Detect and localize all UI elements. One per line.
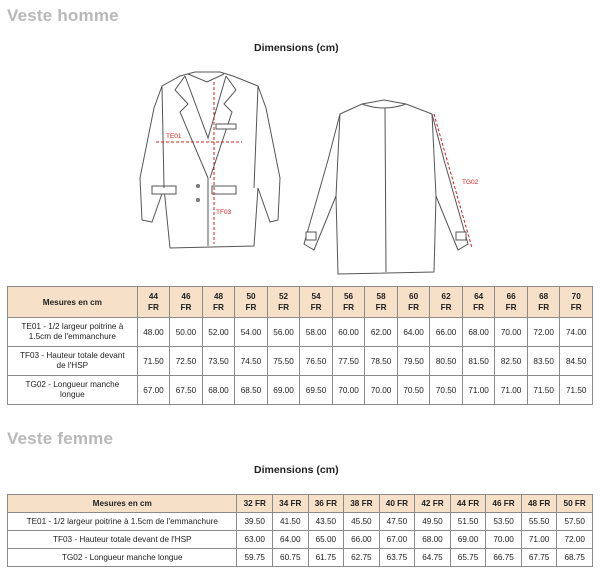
women-size-32: 32 FR — [237, 495, 273, 513]
women-size-48: 48 FR — [521, 495, 557, 513]
men-size-66: 66 FR — [495, 287, 528, 318]
women-size-38: 38 FR — [344, 495, 380, 513]
women-cell: 67.00 — [379, 531, 415, 549]
men-cell: 76.50 — [300, 347, 333, 376]
men-size-58: 58 FR — [365, 287, 398, 318]
men-cell: 71.00 — [462, 376, 495, 405]
women-cell: 53.50 — [486, 513, 522, 531]
men-row-te01-label: TE01 - 1/2 largeur poitrine à 1.5cm de l'emmanchure — [8, 318, 138, 347]
men-size-52: 52 FR — [267, 287, 300, 318]
women-size-42: 42 FR — [415, 495, 451, 513]
women-size-40: 40 FR — [379, 495, 415, 513]
men-size-table — [7, 286, 593, 405]
men-cell: 70.50 — [430, 376, 463, 405]
men-size-50: 50 FR — [235, 287, 268, 318]
men-cell: 73.50 — [202, 347, 235, 376]
women-row-te01 — [8, 513, 593, 531]
men-cell: 48.00 — [137, 318, 170, 347]
women-cell: 57.50 — [557, 513, 593, 531]
women-cell: 64.75 — [415, 549, 451, 567]
men-size-48: 48 FR — [202, 287, 235, 318]
men-cell: 74.50 — [235, 347, 268, 376]
men-cell: 67.00 — [137, 376, 170, 405]
men-cell: 83.50 — [527, 347, 560, 376]
men-size-60: 60 FR — [397, 287, 430, 318]
women-cell: 59.75 — [237, 549, 273, 567]
men-cell: 56.00 — [267, 318, 300, 347]
women-cell: 39.50 — [237, 513, 273, 531]
women-cell: 71.00 — [521, 531, 557, 549]
women-cell: 68.00 — [415, 531, 451, 549]
men-cell: 54.00 — [235, 318, 268, 347]
men-size-46: 46 FR — [170, 287, 203, 318]
men-cell: 72.50 — [170, 347, 203, 376]
men-size-62: 62 FR — [430, 287, 463, 318]
men-cell: 70.50 — [397, 376, 430, 405]
women-cell: 60.75 — [273, 549, 309, 567]
women-cell: 64.00 — [273, 531, 309, 549]
men-cell: 75.50 — [267, 347, 300, 376]
te01-figure-label: TE01 — [166, 133, 182, 140]
men-cell: 71.50 — [137, 347, 170, 376]
men-row-te01 — [8, 318, 593, 347]
women-cell: 41.50 — [273, 513, 309, 531]
men-cell: 71.00 — [495, 376, 528, 405]
men-cell: 50.00 — [170, 318, 203, 347]
jacket-back-illustration — [300, 100, 480, 276]
women-cell: 67.75 — [521, 549, 557, 567]
men-cell: 71.50 — [560, 376, 593, 405]
men-cell: 58.00 — [300, 318, 333, 347]
men-cell: 69.00 — [267, 376, 300, 405]
women-size-table — [7, 494, 593, 567]
men-section-title: Veste homme — [7, 6, 119, 25]
men-cell: 74.00 — [560, 318, 593, 347]
men-header-label: Mesures en cm — [8, 287, 138, 318]
men-cell: 72.00 — [527, 318, 560, 347]
men-size-44: 44 FR — [137, 287, 170, 318]
men-cell: 70.00 — [495, 318, 528, 347]
women-cell: 61.75 — [308, 549, 344, 567]
women-cell: 63.75 — [379, 549, 415, 567]
women-cell: 72.00 — [557, 531, 593, 549]
men-size-64: 64 FR — [462, 287, 495, 318]
men-size-56: 56 FR — [332, 287, 365, 318]
men-cell: 80.50 — [430, 347, 463, 376]
women-cell: 45.50 — [344, 513, 380, 531]
women-cell: 65.00 — [308, 531, 344, 549]
men-cell: 60.00 — [332, 318, 365, 347]
women-size-50: 50 FR — [557, 495, 593, 513]
women-cell: 49.50 — [415, 513, 451, 531]
women-cell: 66.75 — [486, 549, 522, 567]
women-cell: 63.00 — [237, 531, 273, 549]
women-row-te01-label: TE01 - 1/2 largeur poitrine à 1.5cm de l'emmanchure — [8, 513, 237, 531]
women-size-44: 44 FR — [450, 495, 486, 513]
men-cell: 66.00 — [430, 318, 463, 347]
men-cell: 79.50 — [397, 347, 430, 376]
women-cell: 55.50 — [521, 513, 557, 531]
men-row-tg02 — [8, 376, 593, 405]
women-section-title: Veste femme — [7, 429, 114, 448]
women-size-46: 46 FR — [486, 495, 522, 513]
men-row-tg02-label: TG02 - Longueur manche longue — [8, 376, 138, 405]
men-cell: 77.50 — [332, 347, 365, 376]
men-cell: 78.50 — [365, 347, 398, 376]
men-cell: 84.50 — [560, 347, 593, 376]
jacket-front-illustration — [130, 68, 290, 252]
men-cell: 69.50 — [300, 376, 333, 405]
men-cell: 68.50 — [235, 376, 268, 405]
men-cell: 70.00 — [332, 376, 365, 405]
men-cell: 70.00 — [365, 376, 398, 405]
women-row-tf03-label: TF03 - Hauteur totale devant de l'HSP — [8, 531, 237, 549]
men-cell: 64.00 — [397, 318, 430, 347]
men-row-tf03-label: TF03 - Hauteur totale devant de l'HSP — [8, 347, 138, 376]
men-cell: 68.00 — [462, 318, 495, 347]
women-cell: 69.00 — [450, 531, 486, 549]
tf03-figure-label: TF03 — [216, 209, 232, 216]
women-size-36: 36 FR — [308, 495, 344, 513]
men-dimensions-title: Dimensions (cm) — [254, 42, 339, 54]
women-dimensions-title: Dimensions (cm) — [254, 464, 339, 476]
women-cell: 62.75 — [344, 549, 380, 567]
women-row-tg02-label: TG02 - Longueur manche longue — [8, 549, 237, 567]
men-row-tf03 — [8, 347, 593, 376]
women-cell: 47.50 — [379, 513, 415, 531]
men-cell: 67.50 — [170, 376, 203, 405]
men-cell: 81.50 — [462, 347, 495, 376]
women-cell: 66.00 — [344, 531, 380, 549]
men-size-70: 70 FR — [560, 287, 593, 318]
tg02-figure-label: TG02 — [462, 179, 479, 186]
women-size-header-row — [8, 495, 593, 513]
women-header-label: Mesures en cm — [8, 495, 237, 513]
men-cell: 71.50 — [527, 376, 560, 405]
men-cell: 62.00 — [365, 318, 398, 347]
women-row-tf03 — [8, 531, 593, 549]
men-cell: 52.00 — [202, 318, 235, 347]
men-size-68: 68 FR — [527, 287, 560, 318]
men-size-54: 54 FR — [300, 287, 333, 318]
women-row-tg02 — [8, 549, 593, 567]
women-size-34: 34 FR — [273, 495, 309, 513]
women-cell: 65.75 — [450, 549, 486, 567]
men-cell: 68.00 — [202, 376, 235, 405]
women-cell: 43.50 — [308, 513, 344, 531]
women-cell: 68.75 — [557, 549, 593, 567]
men-cell: 82.50 — [495, 347, 528, 376]
men-size-header-row — [8, 287, 593, 318]
women-cell: 70.00 — [486, 531, 522, 549]
women-cell: 51.50 — [450, 513, 486, 531]
